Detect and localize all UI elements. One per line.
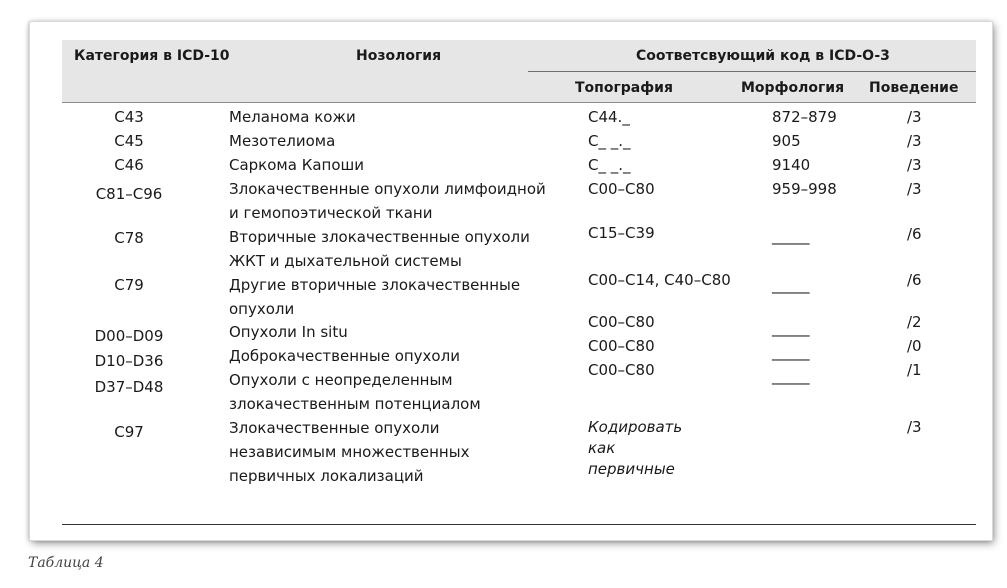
cell-nosology: злокачественным потенциалом xyxy=(229,395,481,413)
cell-category: D37–D48 xyxy=(94,378,164,396)
cell-topography: Кодировать xyxy=(588,418,683,436)
header-topography: Топография xyxy=(575,80,673,96)
cell-category: C78 xyxy=(114,229,144,247)
cell-category: C46 xyxy=(114,156,144,174)
cell-category: C43 xyxy=(114,108,144,126)
cell-nosology: Мезотелиома xyxy=(229,132,336,150)
cell-morphology: _____ xyxy=(772,343,810,361)
header-category: Категория в ICD-10 xyxy=(74,48,230,64)
cell-morphology: 872–879 xyxy=(772,108,837,126)
cell-nosology: и гемопоэтической ткани xyxy=(229,204,433,222)
cell-morphology: 905 xyxy=(772,132,801,150)
cell-behavior: /3 xyxy=(907,180,922,198)
cell-behavior: /0 xyxy=(907,337,922,355)
cell-category: C79 xyxy=(114,276,144,294)
cell-topography: C00–C80 xyxy=(588,361,655,379)
cell-topography: C44._ xyxy=(588,108,630,126)
table-caption: Таблица 4 xyxy=(28,555,104,571)
cell-nosology: ЖКТ и дыхательной системы xyxy=(229,252,462,270)
cell-nosology: Опухоли In situ xyxy=(229,323,348,341)
cell-nosology: независимым множественных xyxy=(229,443,470,461)
cell-nosology: Злокачественные опухоли лимфоидной xyxy=(229,180,546,198)
cell-nosology: Доброкачественные опухоли xyxy=(229,347,460,365)
cell-topography: C_ _._ xyxy=(588,156,631,174)
cell-nosology: опухоли xyxy=(229,300,295,318)
cell-topography: C15–C39 xyxy=(588,224,655,242)
cell-nosology: Злокачественные опухоли xyxy=(229,419,440,437)
cell-nosology: Опухоли с неопределенным xyxy=(229,371,453,389)
header-divider xyxy=(528,71,976,72)
header-icd-o3: Соответсвующий код в ICD-O-3 xyxy=(636,48,890,64)
cell-topography: первичные xyxy=(588,460,675,478)
cell-topography: C00–C14, C40–C80 xyxy=(588,271,731,289)
cell-morphology: 9140 xyxy=(772,156,811,174)
cell-topography: C00–C80 xyxy=(588,337,655,355)
cell-category: D00–D09 xyxy=(94,327,164,345)
cell-morphology: _____ xyxy=(772,227,810,245)
header-morphology: Морфология xyxy=(741,80,845,96)
table-bottom-rule xyxy=(62,524,976,525)
cell-topography: C00–C80 xyxy=(588,313,655,331)
cell-category: D10–D36 xyxy=(94,352,164,370)
cell-morphology: 959–998 xyxy=(772,180,837,198)
cell-nosology: Другие вторичные злокачественные xyxy=(229,276,521,294)
header-nosology: Нозология xyxy=(356,48,442,64)
cell-behavior: /3 xyxy=(907,156,922,174)
cell-behavior: /2 xyxy=(907,313,922,331)
cell-behavior: /3 xyxy=(907,418,922,436)
cell-morphology: _____ xyxy=(772,367,810,385)
cell-behavior: /6 xyxy=(907,271,922,289)
cell-behavior: /6 xyxy=(907,225,922,243)
cell-behavior: /3 xyxy=(907,132,922,150)
header-behavior: Поведение xyxy=(869,80,959,96)
cell-category: C81–C96 xyxy=(95,185,163,203)
cell-nosology: первичных локализаций xyxy=(229,467,424,485)
cell-topography: C00–C80 xyxy=(588,180,655,198)
cell-behavior: /1 xyxy=(907,361,922,379)
cell-category: C97 xyxy=(114,423,144,441)
cell-nosology: Вторичные злокачественные опухоли xyxy=(229,228,530,246)
cell-nosology: Меланома кожи xyxy=(229,108,356,126)
cell-morphology: _____ xyxy=(772,319,810,337)
cell-topography: как xyxy=(588,439,616,457)
header-bottom-rule xyxy=(62,102,976,103)
cell-topography: C_ _._ xyxy=(588,132,631,150)
cell-nosology: Саркома Капоши xyxy=(229,156,364,174)
cell-category: C45 xyxy=(114,132,144,150)
cell-morphology: _____ xyxy=(772,276,810,294)
cell-behavior: /3 xyxy=(907,108,922,126)
